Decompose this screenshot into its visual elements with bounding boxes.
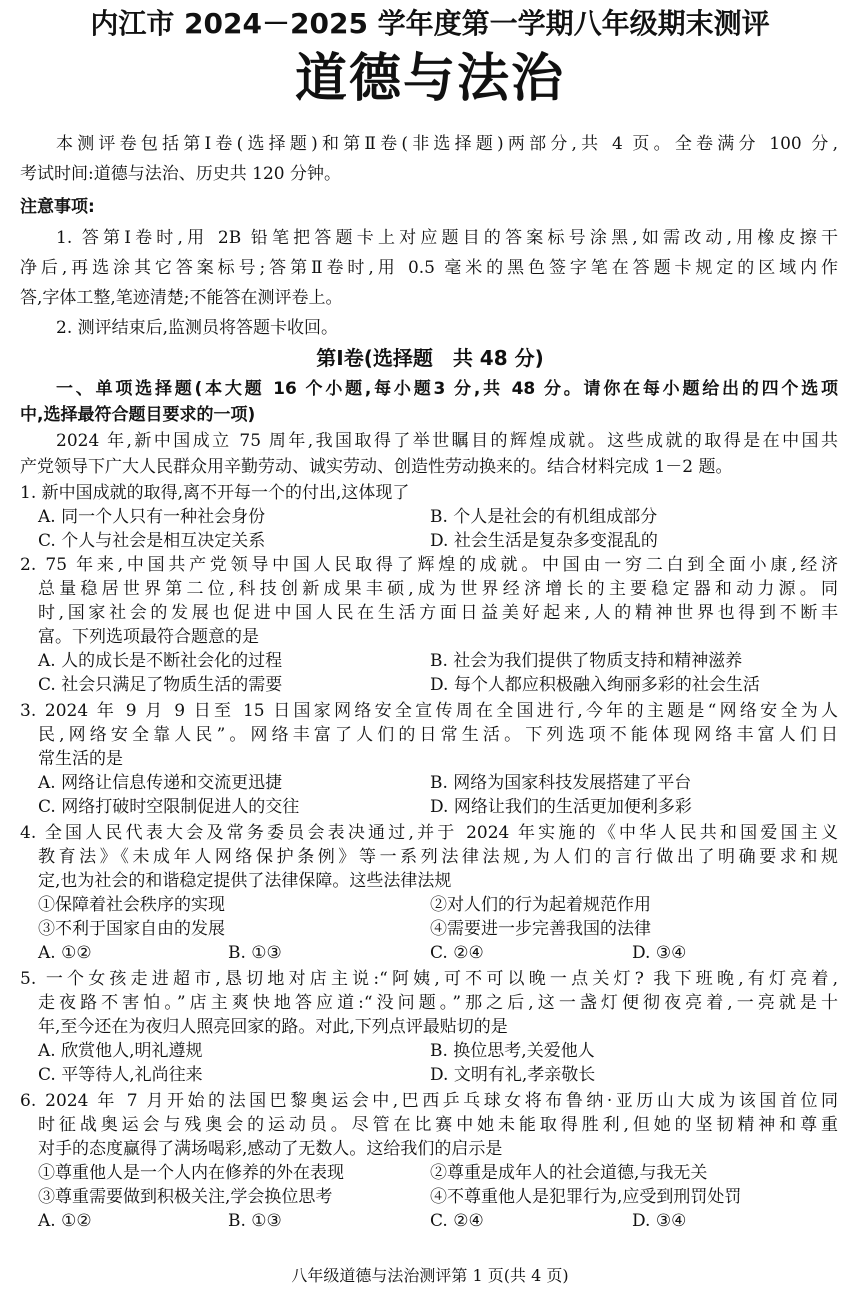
question-6-statement-4: ④不尊重他人是犯罪行为,应受到刑罚处罚 [430,1187,742,1207]
question-6-choice-b: B. ①③ [228,1211,282,1231]
question-4-choice-c: C. ②④ [430,943,484,963]
question-4-statement-4: ④需要进一步完善我国的法律 [430,919,651,939]
question-6-statement-2: ②尊重是成年人的社会道德,与我无关 [430,1163,708,1183]
part1-instruction-line1: 一、单项选择题(本大题 16 个小题,每小题3 分,共 48 分。请你在每小题给出的四个选项 [56,379,838,399]
question-2-option-a: A. 人的成长是不断社会化的过程 [38,651,283,671]
notes-heading: 注意事项: [20,197,95,217]
part1-heading: 第Ⅰ卷(选择题 共 48 分) [316,346,544,370]
exam-title: 内江市 2024－2025 学年度第一学期八年级期末测评 [90,7,770,40]
question-3-option-a: A. 网络让信息传递和交流更迅捷 [38,773,283,793]
question-2-stem-line4: 富。下列选项最符合题意的是 [38,627,259,647]
question-4-statement-3: ③不利于国家自由的发展 [38,919,225,939]
notes-item1-line3: 答,字体工整,笔迹清楚;不能答在测评卷上。 [20,288,343,308]
question-6-choice-c: C. ②④ [430,1211,484,1231]
question-4-statement-1: ①保障着社会秩序的实现 [38,895,225,915]
question-3-stem-line1: 3. 2024 年 9 月 9 日至 15 日国家网络安全宣传周在全国进行,今年的主题是“网络安全为人 [20,701,838,721]
question-6-statement-1: ①尊重他人是一个人内在修养的外在表现 [38,1163,344,1183]
question-3-option-d: D. 网络让我们的生活更加便利多彩 [430,797,692,817]
question-5-option-b: B. 换位思考,关爱他人 [430,1041,595,1061]
question-1-option-b: B. 个人是社会的有机组成部分 [430,507,658,527]
page-footer: 八年级道德与法治测评第 1 页(共 4 页) [291,1266,569,1285]
intro-line-2: 考试时间:道德与法治、历史共 120 分钟。 [20,164,341,184]
question-6-stem-line3: 对手的态度赢得了满场喝彩,感动了无数人。这给我们的启示是 [38,1139,503,1159]
question-5-stem-line3: 年,至今还在为夜归人照亮回家的路。对此,下列点评最贴切的是 [38,1017,508,1037]
part1-instruction-line2: 中,选择最符合题目要求的一项) [20,405,256,425]
question-3-stem-line3: 常生活的是 [38,749,123,769]
question-5-stem-line1: 5. 一个女孩走进超市,恳切地对店主说:“阿姨,可不可以晚一点关灯? 我下班晚,有灯亮着, [20,969,838,989]
question-5-stem-line2: 走夜路不害怕。”店主爽快地答应道:“没问题。”那之后,这一盏灯便彻夜亮着,一亮就是十 [38,993,838,1013]
material-line-2: 产党领导下广大人民群众用辛勤劳动、诚实劳动、创造性劳动换来的。结合材料完成 1－2 题。 [20,457,733,477]
question-2-option-c: C. 社会只满足了物质生活的需要 [38,675,283,695]
question-1-option-d: D. 社会生活是复杂多变混乱的 [430,531,658,551]
question-2-option-b: B. 社会为我们提供了物质支持和精神滋养 [430,651,743,671]
question-6-statement-3: ③尊重需要做到积极关注,学会换位思考 [38,1187,333,1207]
question-2-stem-line2: 总量稳居世界第二位,科技创新成果丰硕,成为世界经济增长的主要稳定器和动力源。同 [38,579,838,599]
question-3-option-b: B. 网络为国家科技发展搭建了平台 [430,773,692,793]
question-3-option-c: C. 网络打破时空限制促进人的交往 [38,797,300,817]
question-4-statement-2: ②对人们的行为起着规范作用 [430,895,651,915]
question-2-option-d: D. 每个人都应积极融入绚丽多彩的社会生活 [430,675,760,695]
question-5-option-c: C. 平等待人,礼尚往来 [38,1065,203,1085]
question-3-stem-line2: 民,网络安全靠人民”。网络丰富了人们的日常生活。下列选项不能体现网络丰富人们日 [38,725,838,745]
question-1-option-c: C. 个人与社会是相互决定关系 [38,531,266,551]
question-4-choice-d: D. ③④ [632,943,687,963]
question-1-stem: 1. 新中国成就的取得,离不开每一个的付出,这体现了 [20,483,410,503]
question-6-choice-a: A. ①② [38,1211,92,1231]
question-4-stem-line1: 4. 全国人民代表大会及常务委员会表决通过,并于 2024 年实施的《中华人民共和国爱国主义 [20,823,838,843]
question-4-stem-line3: 定,也为社会的和谐稳定提供了法律保障。这些法律法规 [38,871,452,891]
question-6-stem-line1: 6. 2024 年 7 月开始的法国巴黎奥运会中,巴西乒乓球女将布鲁纳·亚历山大成为该国首位同 [20,1091,838,1111]
question-2-stem-line1: 2. 75 年来,中国共产党领导中国人民取得了辉煌的成就。中国由一穷二白到全面小康,经济 [20,555,838,575]
question-6-stem-line2: 时征战奥运会与残奥会的运动员。尽管在比赛中她未能取得胜利,但她的坚韧精神和尊重 [38,1115,838,1135]
question-5-option-a: A. 欣赏他人,明礼遵规 [38,1041,203,1061]
question-6-choice-d: D. ③④ [632,1211,687,1231]
question-4-choice-a: A. ①② [38,943,92,963]
notes-item2: 2. 测评结束后,监测员将答题卡收回。 [56,318,339,338]
subject-title: 道德与法治 [294,49,565,109]
notes-item1-line1: 1. 答第Ⅰ卷时,用 2B 铅笔把答题卡上对应题目的答案标号涂黑,如需改动,用橡皮擦干 [56,228,838,248]
question-2-stem-line3: 时,国家社会的发展也促进中国人民在生活方面日益美好起来,人的精神世界也得到不断丰 [38,603,838,623]
intro-line-1: 本测评卷包括第Ⅰ卷(选择题)和第Ⅱ卷(非选择题)两部分,共 4 页。全卷满分 100 分, [56,134,838,154]
question-5-option-d: D. 文明有礼,孝亲敬长 [430,1065,596,1085]
material-line-1: 2024 年,新中国成立 75 周年,我国取得了举世瞩目的辉煌成就。这些成就的取得是在中国共 [56,431,838,451]
question-1-option-a: A. 同一个人只有一种社会身份 [38,507,266,527]
question-4-choice-b: B. ①③ [228,943,282,963]
notes-item1-line2: 净后,再选涂其它答案标号;答第Ⅱ卷时,用 0.5 毫米的黑色签字笔在答题卡规定的区域内作 [20,258,838,278]
question-4-stem-line2: 教育法》《未成年人网络保护条例》等一系列法律法规,为人们的言行做出了明确要求和规 [38,847,838,867]
